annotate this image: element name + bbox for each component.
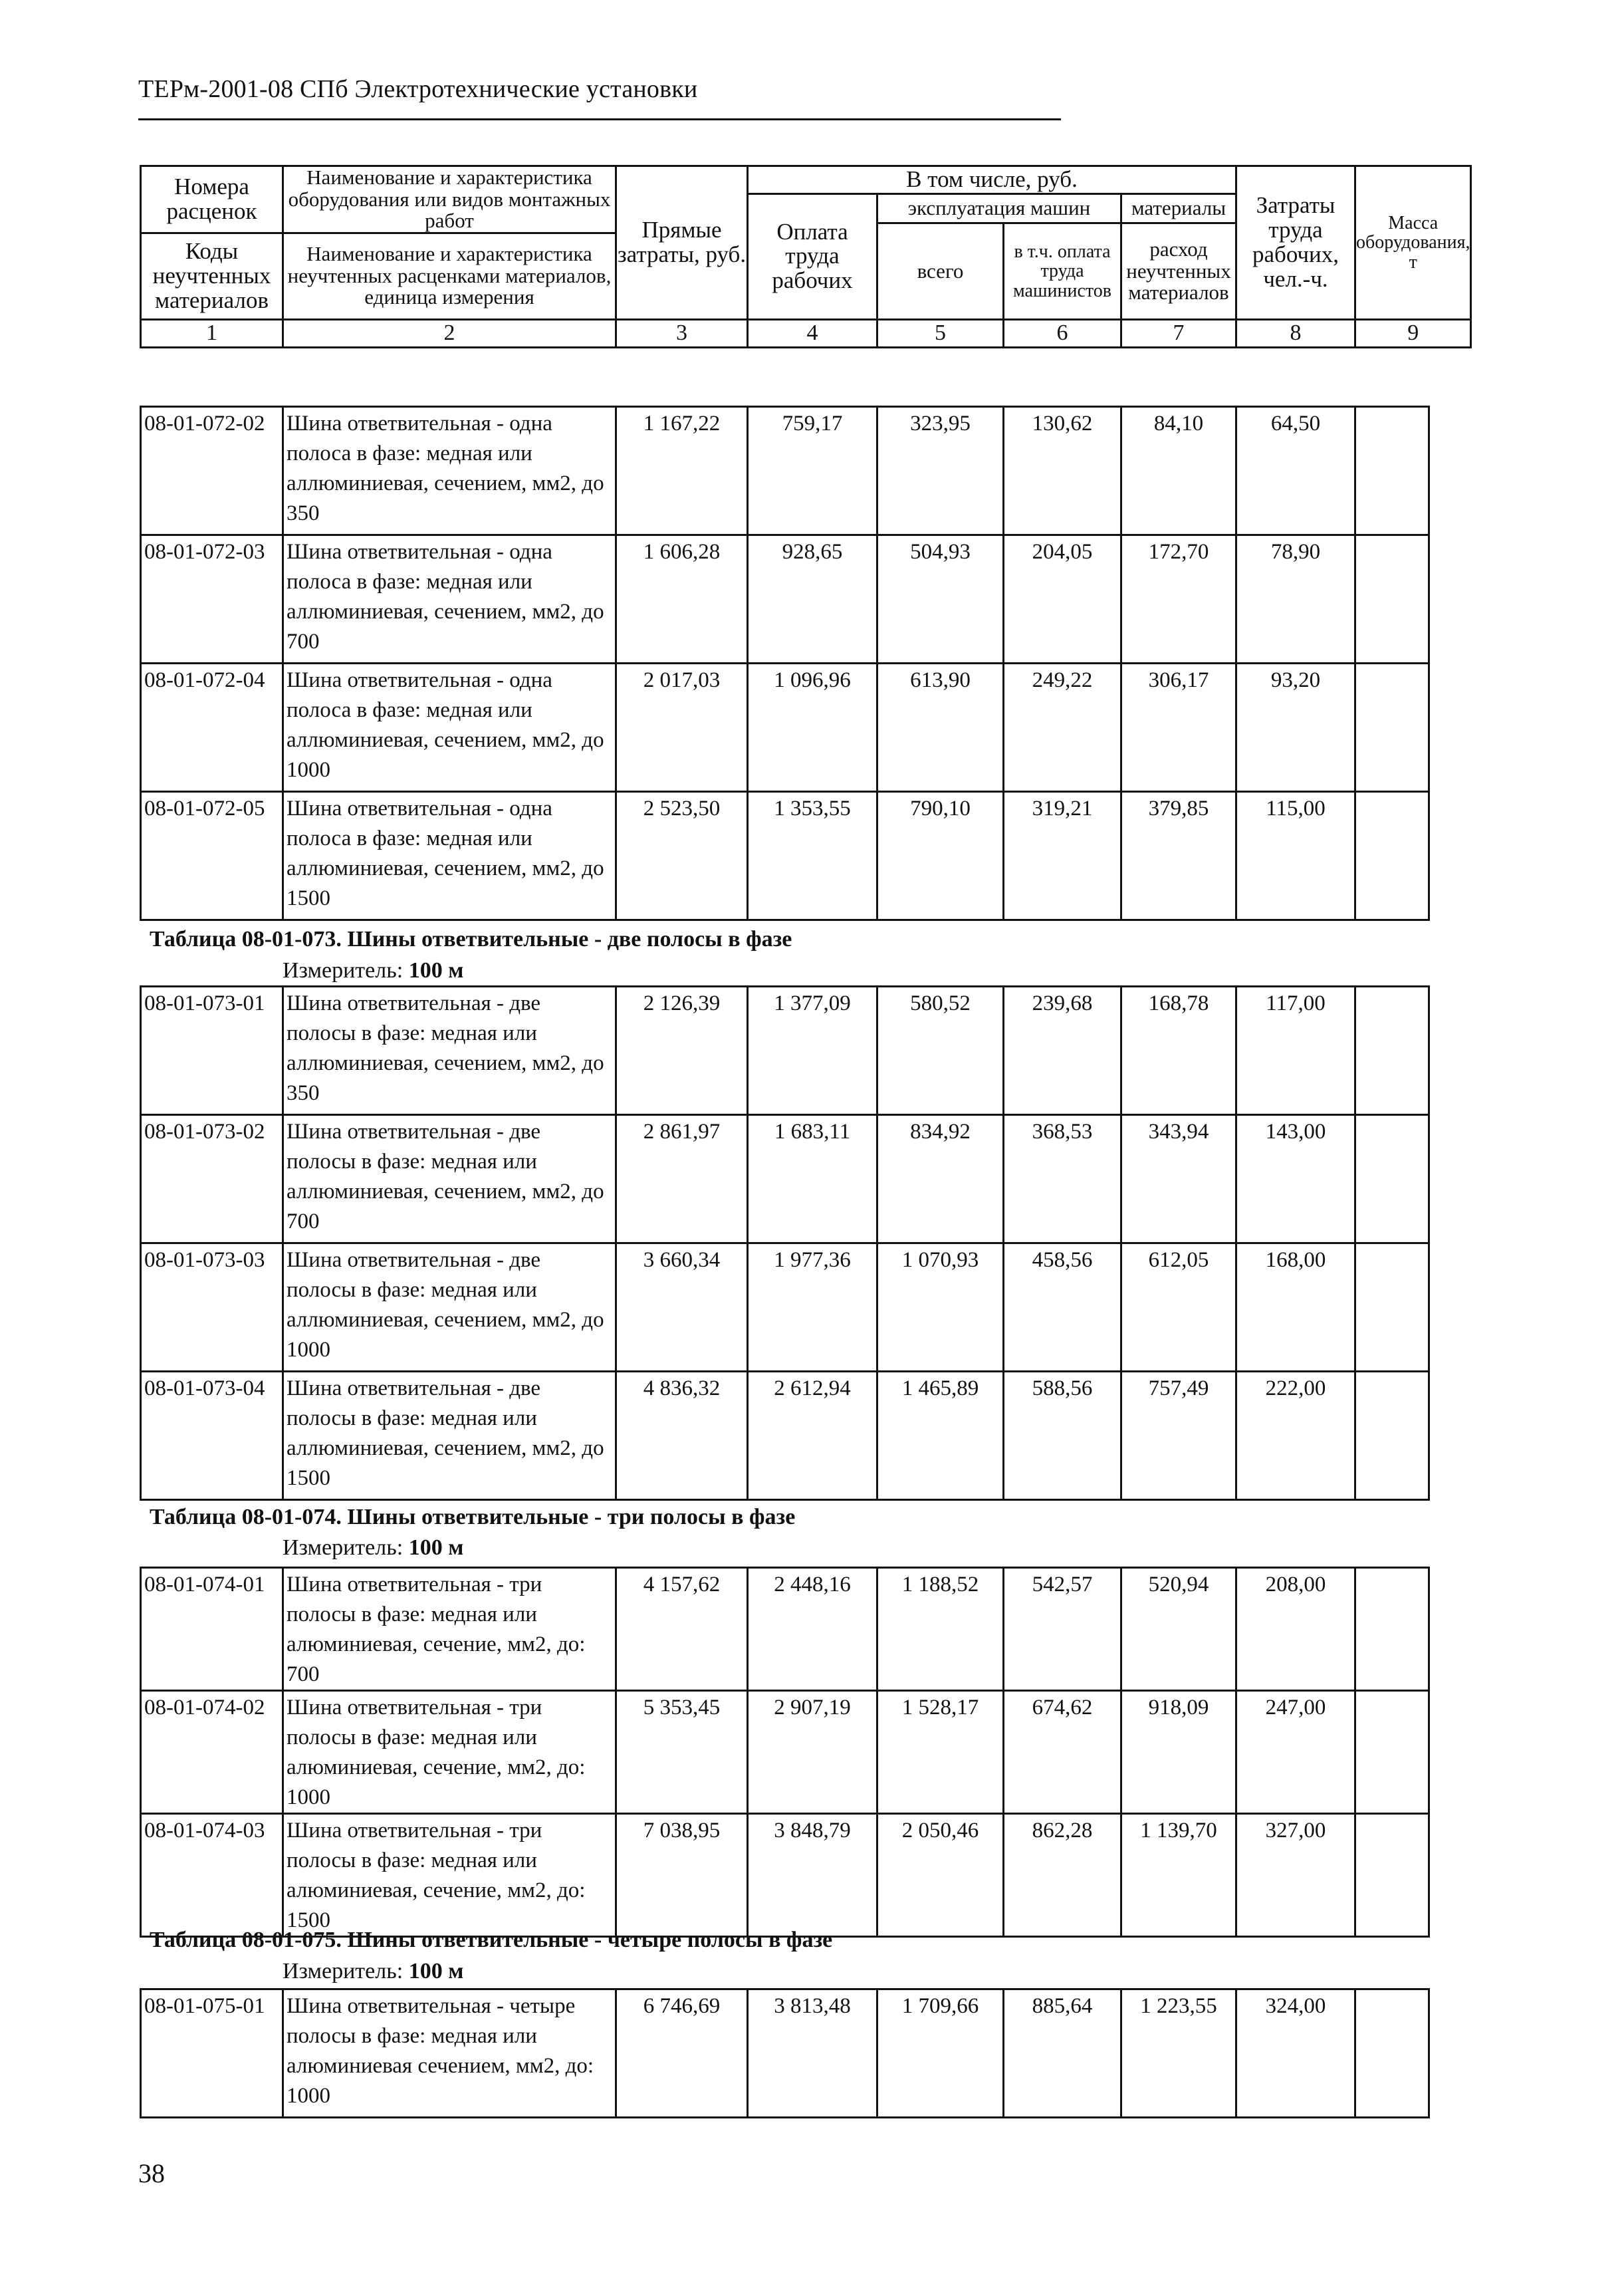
table-row bbox=[141, 535, 1429, 664]
unit-value: 100 м bbox=[408, 1959, 464, 1983]
col-number-6: 6 bbox=[1004, 319, 1121, 347]
mass-value bbox=[1355, 1243, 1429, 1372]
col-number-4: 4 bbox=[748, 319, 877, 347]
header-direct-costs: Прямые затраты, руб. bbox=[616, 166, 748, 320]
materials-value: 168,78 bbox=[1121, 987, 1236, 1115]
machinists-pay-value: 368,53 bbox=[1004, 1115, 1121, 1243]
labor-pay-value: 1 377,09 bbox=[748, 987, 877, 1115]
rate-name: Шина ответвительная - две полосы в фазе: медная или аллюминиевая, сечением, мм2, до 1000 bbox=[283, 1243, 616, 1372]
header-unaccounted-materials: расход неучтенных материалов bbox=[1121, 223, 1236, 319]
materials-value: 306,17 bbox=[1121, 664, 1236, 792]
header-including: В том числе, руб. bbox=[748, 166, 1236, 194]
materials-value: 1 139,70 bbox=[1121, 1814, 1236, 1937]
labor-pay-value: 2 448,16 bbox=[748, 1568, 877, 1691]
rate-name: Шина ответвительная - три полосы в фазе: медная или алюминиевая, сечение, мм2, до: 1000 bbox=[283, 1691, 616, 1814]
page-number: 38 bbox=[138, 2158, 165, 2188]
machinists-pay-value: 862,28 bbox=[1004, 1814, 1121, 1937]
table-row bbox=[141, 1115, 1429, 1243]
header-codes-top: Номера расценок bbox=[141, 166, 283, 233]
machines-total-value: 1 528,17 bbox=[877, 1691, 1004, 1814]
rates-table-073 bbox=[140, 985, 1430, 1501]
machinists-pay-value: 319,21 bbox=[1004, 792, 1121, 920]
rate-name: Шина ответвительная - четыре полосы в фазе: медная или алюминиевая сечением, мм2, до: 1000 bbox=[283, 1989, 616, 2118]
direct-costs-value: 6 746,69 bbox=[616, 1989, 748, 2118]
section-unit bbox=[283, 1958, 463, 1985]
materials-value: 1 223,55 bbox=[1121, 1989, 1236, 2118]
table-row bbox=[141, 1814, 1429, 1937]
unit-label: Измеритель: bbox=[283, 958, 404, 983]
rates-table-075 bbox=[140, 1988, 1430, 2118]
header-machines-total: всего bbox=[877, 223, 1004, 319]
labor-pay-value: 2 907,19 bbox=[748, 1691, 877, 1814]
column-header-table bbox=[140, 165, 1472, 348]
rate-code: 08-01-074-03 bbox=[141, 1814, 283, 1937]
rate-code: 08-01-072-05 bbox=[141, 792, 283, 920]
header-labor-hours: Затраты труда рабочих, чел.-ч. bbox=[1236, 166, 1355, 320]
rate-name: Шина ответвительная - одна полоса в фазе: медная или аллюминиевая, сечением, мм2, до 350 bbox=[283, 407, 616, 535]
unit-value: 100 м bbox=[408, 958, 464, 983]
labor-hours-value: 143,00 bbox=[1236, 1115, 1355, 1243]
machinists-pay-value: 458,56 bbox=[1004, 1243, 1121, 1372]
rate-code: 08-01-074-02 bbox=[141, 1691, 283, 1814]
machines-total-value: 613,90 bbox=[877, 664, 1004, 792]
materials-value: 757,49 bbox=[1121, 1372, 1236, 1500]
direct-costs-value: 1 167,22 bbox=[616, 407, 748, 535]
mass-value bbox=[1355, 1691, 1429, 1814]
machines-total-value: 1 070,93 bbox=[877, 1243, 1004, 1372]
labor-hours-value: 327,00 bbox=[1236, 1814, 1355, 1937]
section-unit bbox=[283, 957, 463, 984]
unit-label: Измеритель: bbox=[283, 1535, 404, 1560]
labor-pay-value: 759,17 bbox=[748, 407, 877, 535]
mass-value bbox=[1355, 1814, 1429, 1937]
header-materials: материалы bbox=[1121, 194, 1236, 223]
direct-costs-value: 4 157,62 bbox=[616, 1568, 748, 1691]
header-rule bbox=[138, 118, 1061, 120]
col-number-9: 9 bbox=[1355, 319, 1471, 347]
rate-code: 08-01-073-04 bbox=[141, 1372, 283, 1500]
labor-pay-value: 1 096,96 bbox=[748, 664, 877, 792]
table-row bbox=[141, 1243, 1429, 1372]
labor-pay-value: 2 612,94 bbox=[748, 1372, 877, 1500]
section-title: Таблица 08-01-073. Шины ответвительные - две полосы в фазе bbox=[150, 927, 792, 952]
machinists-pay-value: 204,05 bbox=[1004, 535, 1121, 664]
table-row bbox=[141, 1989, 1429, 2118]
rate-code: 08-01-072-02 bbox=[141, 407, 283, 535]
header-machines: эксплуатация машин bbox=[877, 194, 1121, 223]
rates-table-074 bbox=[140, 1567, 1430, 1938]
machines-total-value: 323,95 bbox=[877, 407, 1004, 535]
machinists-pay-value: 249,22 bbox=[1004, 664, 1121, 792]
rate-code: 08-01-072-03 bbox=[141, 535, 283, 664]
table-row bbox=[141, 792, 1429, 920]
rate-code: 08-01-074-01 bbox=[141, 1568, 283, 1691]
mass-value bbox=[1355, 1115, 1429, 1243]
unit-label: Измеритель: bbox=[283, 1959, 404, 1983]
section-unit bbox=[283, 1535, 463, 1561]
labor-hours-value: 117,00 bbox=[1236, 987, 1355, 1115]
labor-hours-value: 324,00 bbox=[1236, 1989, 1355, 2118]
table-row bbox=[141, 1691, 1429, 1814]
rate-name: Шина ответвительная - одна полоса в фазе: медная или аллюминиевая, сечением, мм2, до 1000 bbox=[283, 664, 616, 792]
machinists-pay-value: 588,56 bbox=[1004, 1372, 1121, 1500]
mass-value bbox=[1355, 1568, 1429, 1691]
labor-hours-value: 222,00 bbox=[1236, 1372, 1355, 1500]
direct-costs-value: 2 861,97 bbox=[616, 1115, 748, 1243]
header-name-bottom: Наименование и характеристика неучтенных расценками материалов, единица измерения bbox=[283, 233, 616, 319]
mass-value bbox=[1355, 407, 1429, 535]
machinists-pay-value: 130,62 bbox=[1004, 407, 1121, 535]
col-number-2: 2 bbox=[283, 319, 616, 347]
table-row bbox=[141, 987, 1429, 1115]
labor-pay-value: 928,65 bbox=[748, 535, 877, 664]
direct-costs-value: 4 836,32 bbox=[616, 1372, 748, 1500]
table-row bbox=[141, 407, 1429, 535]
machinists-pay-value: 674,62 bbox=[1004, 1691, 1121, 1814]
section-title: Таблица 08-01-075. Шины ответвительные - четыре полосы в фазе bbox=[150, 1928, 833, 1952]
labor-hours-value: 247,00 bbox=[1236, 1691, 1355, 1814]
mass-value bbox=[1355, 664, 1429, 792]
machinists-pay-value: 239,68 bbox=[1004, 987, 1121, 1115]
rate-name: Шина ответвительная - две полосы в фазе: медная или аллюминиевая, сечением, мм2, до 1500 bbox=[283, 1372, 616, 1500]
table-row bbox=[141, 664, 1429, 792]
materials-value: 379,85 bbox=[1121, 792, 1236, 920]
labor-hours-value: 168,00 bbox=[1236, 1243, 1355, 1372]
materials-value: 520,94 bbox=[1121, 1568, 1236, 1691]
materials-value: 172,70 bbox=[1121, 535, 1236, 664]
direct-costs-value: 5 353,45 bbox=[616, 1691, 748, 1814]
rate-code: 08-01-073-03 bbox=[141, 1243, 283, 1372]
header-mass: Масса оборудования, т bbox=[1355, 166, 1471, 320]
col-number-7: 7 bbox=[1121, 319, 1236, 347]
rates-table-072 bbox=[140, 406, 1430, 921]
rate-name: Шина ответвительная - три полосы в фазе: медная или алюминиевая, сечение, мм2, до: 1500 bbox=[283, 1814, 616, 1937]
table-row bbox=[141, 1568, 1429, 1691]
mass-value bbox=[1355, 1372, 1429, 1500]
page-header: ТЕРм-2001-08 СПб Электротехнические установки bbox=[138, 75, 698, 103]
direct-costs-value: 2 126,39 bbox=[616, 987, 748, 1115]
direct-costs-value: 3 660,34 bbox=[616, 1243, 748, 1372]
labor-hours-value: 93,20 bbox=[1236, 664, 1355, 792]
rate-name: Шина ответвительная - одна полоса в фазе: медная или аллюминиевая, сечением, мм2, до 1500 bbox=[283, 792, 616, 920]
direct-costs-value: 2 017,03 bbox=[616, 664, 748, 792]
mass-value bbox=[1355, 535, 1429, 664]
machines-total-value: 1 188,52 bbox=[877, 1568, 1004, 1691]
machinists-pay-value: 542,57 bbox=[1004, 1568, 1121, 1691]
machines-total-value: 1 709,66 bbox=[877, 1989, 1004, 2118]
labor-pay-value: 3 848,79 bbox=[748, 1814, 877, 1937]
mass-value bbox=[1355, 987, 1429, 1115]
col-number-3: 3 bbox=[616, 319, 748, 347]
machines-total-value: 834,92 bbox=[877, 1115, 1004, 1243]
direct-costs-value: 7 038,95 bbox=[616, 1814, 748, 1937]
labor-hours-value: 115,00 bbox=[1236, 792, 1355, 920]
mass-value bbox=[1355, 1989, 1429, 2118]
col-number-8: 8 bbox=[1236, 319, 1355, 347]
machines-total-value: 504,93 bbox=[877, 535, 1004, 664]
labor-pay-value: 3 813,48 bbox=[748, 1989, 877, 2118]
rate-name: Шина ответвительная - две полосы в фазе: медная или аллюминиевая, сечением, мм2, до 700 bbox=[283, 1115, 616, 1243]
header-name-top: Наименование и характеристика оборудования или видов монтажных работ bbox=[283, 166, 616, 233]
materials-value: 918,09 bbox=[1121, 1691, 1236, 1814]
machines-total-value: 1 465,89 bbox=[877, 1372, 1004, 1500]
direct-costs-value: 2 523,50 bbox=[616, 792, 748, 920]
machines-total-value: 790,10 bbox=[877, 792, 1004, 920]
rate-code: 08-01-073-01 bbox=[141, 987, 283, 1115]
machines-total-value: 580,52 bbox=[877, 987, 1004, 1115]
header-codes-bottom: Коды неучтенных материалов bbox=[141, 233, 283, 319]
materials-value: 343,94 bbox=[1121, 1115, 1236, 1243]
header-labor-pay: Оплата труда рабочих bbox=[748, 194, 877, 320]
rate-code: 08-01-075-01 bbox=[141, 1989, 283, 2118]
table-row bbox=[141, 1372, 1429, 1500]
mass-value bbox=[1355, 792, 1429, 920]
col-number-5: 5 bbox=[877, 319, 1004, 347]
rate-name: Шина ответвительная - три полосы в фазе: медная или алюминиевая, сечение, мм2, до: 700 bbox=[283, 1568, 616, 1691]
labor-pay-value: 1 977,36 bbox=[748, 1243, 877, 1372]
labor-hours-value: 64,50 bbox=[1236, 407, 1355, 535]
rate-code: 08-01-073-02 bbox=[141, 1115, 283, 1243]
section-title: Таблица 08-01-074. Шины ответвительные - три полосы в фазе bbox=[150, 1505, 796, 1529]
col-number-1: 1 bbox=[141, 319, 283, 347]
materials-value: 84,10 bbox=[1121, 407, 1236, 535]
materials-value: 612,05 bbox=[1121, 1243, 1236, 1372]
header-machinists-pay: в т.ч. оплата труда машинистов bbox=[1004, 223, 1121, 319]
labor-hours-value: 78,90 bbox=[1236, 535, 1355, 664]
machinists-pay-value: 885,64 bbox=[1004, 1989, 1121, 2118]
direct-costs-value: 1 606,28 bbox=[616, 535, 748, 664]
rate-name: Шина ответвительная - две полосы в фазе: медная или аллюминиевая, сечением, мм2, до 350 bbox=[283, 987, 616, 1115]
rate-name: Шина ответвительная - одна полоса в фазе: медная или аллюминиевая, сечением, мм2, до 700 bbox=[283, 535, 616, 664]
labor-pay-value: 1 353,55 bbox=[748, 792, 877, 920]
rate-code: 08-01-072-04 bbox=[141, 664, 283, 792]
unit-value: 100 м bbox=[408, 1535, 464, 1560]
labor-hours-value: 208,00 bbox=[1236, 1568, 1355, 1691]
machines-total-value: 2 050,46 bbox=[877, 1814, 1004, 1937]
labor-pay-value: 1 683,11 bbox=[748, 1115, 877, 1243]
